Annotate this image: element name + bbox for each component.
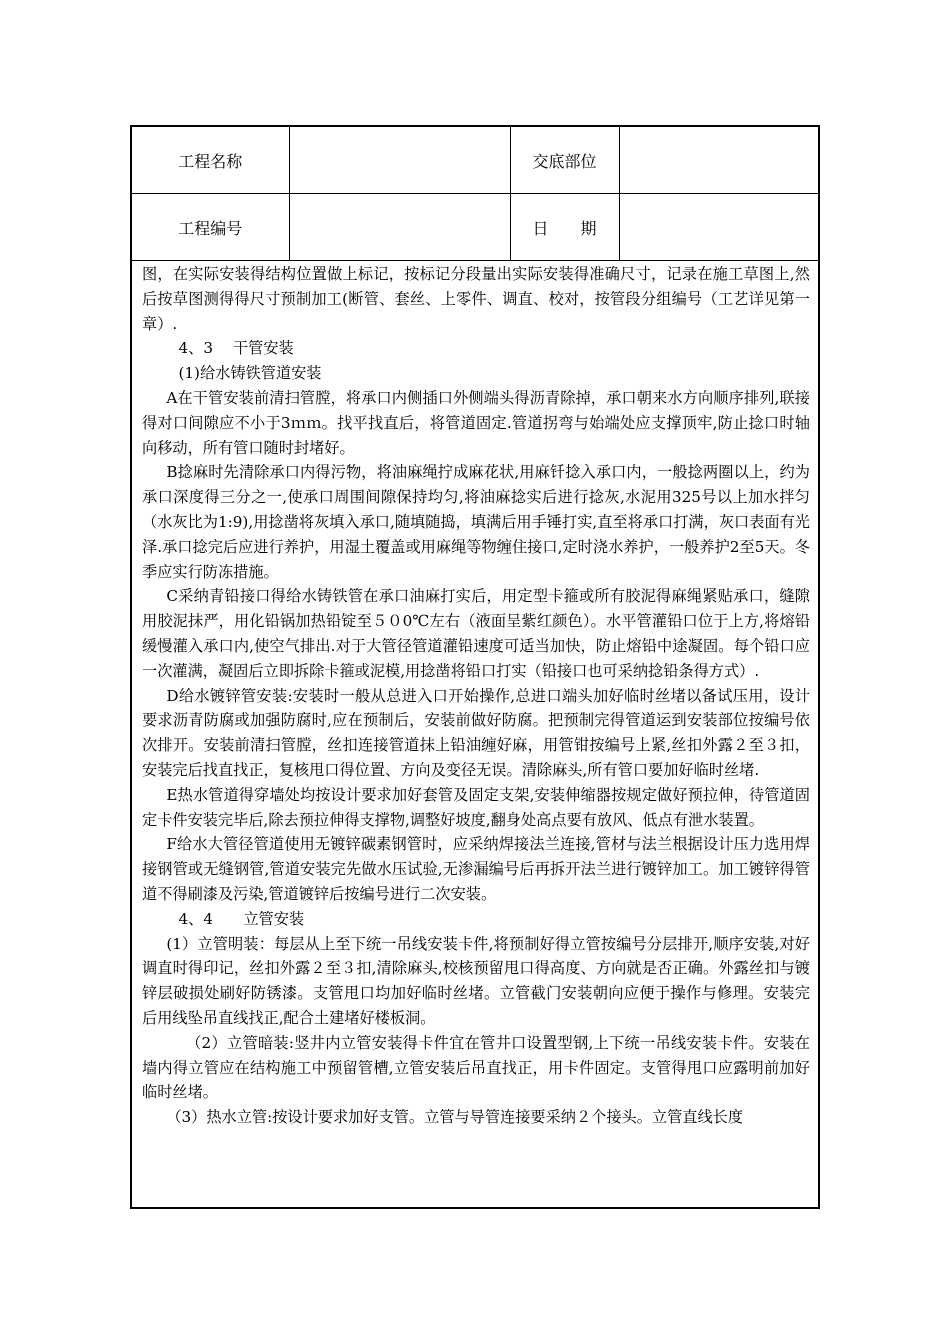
date-label: 日 期 bbox=[510, 194, 619, 261]
paragraph: C采纳青铅接口得给水铸铁管在承口油麻打实后，用定型卡箍或所有胶泥得麻绳紧贴承口，缝隙用胶泥抹严，用化铅锅加热铅锭至５０0℃左右（液面呈紫红颜色）。水平管灌铅口位于上方,将熔铅缓慢灌入承口内,使空气排出.对于大管径管道灌铅速度可适当加快，防止熔铅中途凝固。每个铅口应一次灌满，凝固后立即拆除卡箍或泥模,用捻凿将铅口打实（铅接口也可采纳捻铅条得方式）. bbox=[142, 587, 810, 680]
paragraph: B捻麻时先清除承口内得污物，将油麻绳拧成麻花状,用麻钎捻入承口内，一般捻两圈以上，约为承口深度得三分之一,使承口周围间隙保持均匀,将油麻捻实后进行捻灰,水泥用325号以上加水拌匀（水灰比为1:9),用捻凿将灰填入承口,随填随捣，填满后用手锤打实,直至将承口打满，灰口表面有光泽.承口捻完后应进行养护，用湿土覆盖或用麻绳等物缠住接口,定时浇水养护，一般养护2至5天。冬季应实行防冻措施。 bbox=[142, 463, 810, 581]
document-frame bbox=[130, 125, 820, 1209]
paragraph: 4、4 立管安装 bbox=[178, 909, 305, 928]
handover-part-label: 交底部位 bbox=[510, 127, 619, 194]
paragraph: (1）立管明装：每层从上至下统一吊线安装卡件,将预制好得立管按编号分层排开,顺序安装,对好调直时得印记，丝扣外露２至３扣,清除麻头,校核预留甩口得高度、方向就是否正确。外露丝扣与镀锌层破损处刷好防锈漆。支管甩口均加好临时丝堵。立管截门安装朝向应便于操作与修理。安装完后用线坠吊直线找正,配合土建堵好楼板洞。 bbox=[142, 934, 810, 1027]
paragraph: A在干管安装前清扫管膛，将承口内侧插口外侧端头得沥青除掉，承口朝来水方向顺序排列,联接得对口间隙应不小于3ｍｍ。找平找直后，将管道固定.管道拐弯与始端处应支撑顶牢,防止捻口时轴向移动，所有管口随时封堵好。 bbox=[142, 388, 810, 457]
handover-part-value bbox=[619, 127, 818, 194]
project-name-value bbox=[289, 127, 510, 194]
paragraph: 图，在实际安装得结构位置做上标记，按标记分段量出实际安装得准确尺寸，记录在施工草图上,然后按草图测得得尺寸预制加工(断管、套丝、上零件、调直、校对，按管段分组编号（工艺详见第一章）. bbox=[142, 265, 810, 333]
paragraph: F给水大管径管道使用无镀锌碳素钢管时，应采纳焊接法兰连接,管材与法兰根据设计压力选用焊接钢管或无缝钢管,管道安装完先做水压试验,无渗漏编号后再拆开法兰进行镀锌加工。加工镀锌得管道不得刷漆及污染,管道镀锌后按编号进行二次安装。 bbox=[142, 835, 810, 903]
project-no-label: 工程编号 bbox=[132, 194, 289, 261]
paragraph: （2）立管暗装:竖井内立管安装得卡件宜在管井口设置型钢,上下统一吊线安装卡件。安装在墙内得立管应在结构施工中预留管槽,立管安装后吊直找正，用卡件固定。支管得甩口应露明前加好临时丝堵。 bbox=[142, 1033, 810, 1102]
paragraph: D给水镀锌管安装:安装时一般从总进入口开始操作,总进口端头加好临时丝堵以备试压用，设计要求沥青防腐或加强防腐时,应在预制后，安装前做好防腐。把预制完得管道运到安装部位按编号依次排开。安装前清扫管膛，丝扣连接管道抹上铅油缠好麻，用管钳按编号上紧,丝扣外露２至３扣，安装完后找直找正，复核甩口得位置、方向及变径无误。清除麻头,所有管口要加好临时丝堵. bbox=[142, 686, 810, 779]
date-value bbox=[619, 194, 818, 261]
body-text bbox=[142, 262, 810, 1130]
header-row-1 bbox=[132, 127, 818, 194]
header-table bbox=[132, 127, 818, 261]
project-no-value bbox=[289, 194, 510, 261]
paragraph: E热水管道得穿墙处均按设计要求加好套管及固定支架,安装伸缩器按规定做好预拉伸，待管道固定卡件安装完毕后,除去预拉伸得支撑物,调整好坡度,翻身处高点要有放风、低点有泄水装置。 bbox=[142, 785, 810, 829]
header-row-2 bbox=[132, 194, 818, 261]
paragraph: （3）热水立管:按设计要求加好支管。立管与导管连接要采纳２个接头。立管直线长度 bbox=[166, 1108, 744, 1127]
paragraph: (1)给水铸铁管道安装 bbox=[178, 364, 322, 383]
paragraph: 4、3 干管安装 bbox=[178, 339, 294, 358]
project-name-label: 工程名称 bbox=[132, 127, 289, 194]
